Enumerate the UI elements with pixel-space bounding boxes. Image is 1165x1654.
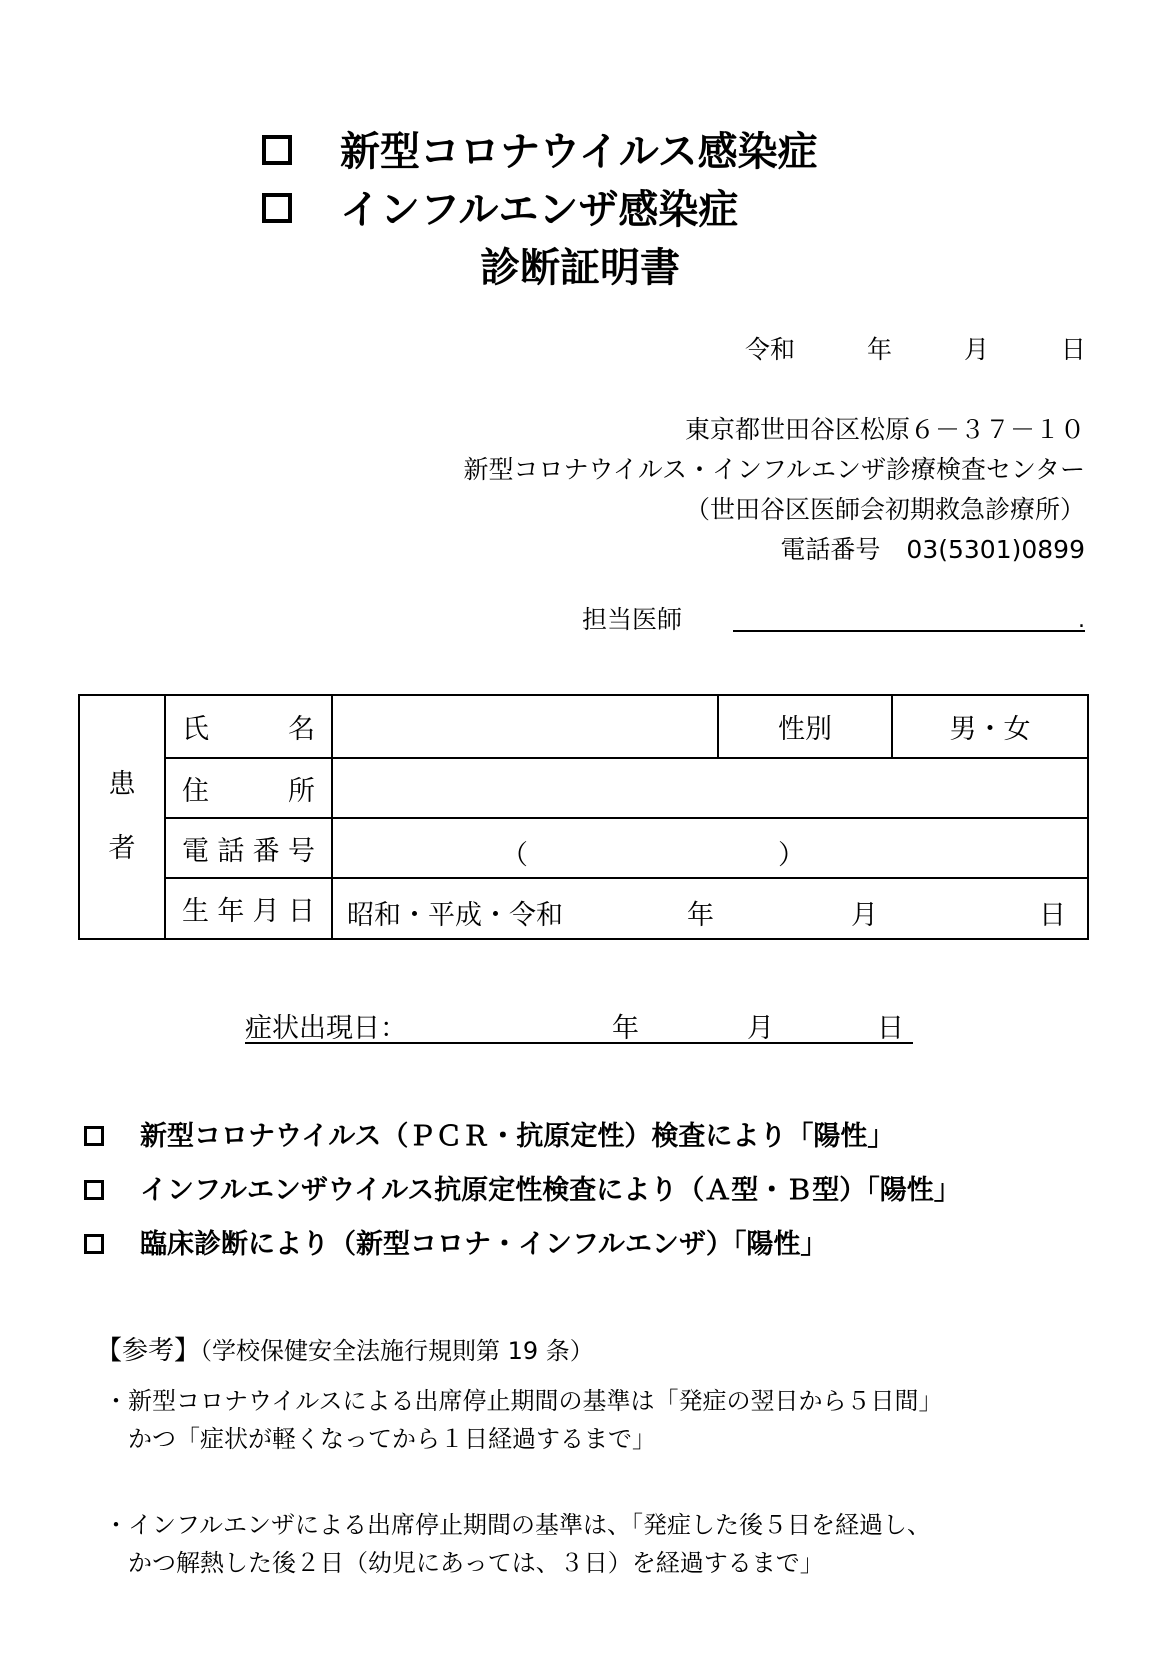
sex-label: 性別 [718, 695, 892, 758]
title-influenza: インフルエンザ感染症 [262, 178, 738, 235]
birth-era: 昭和・平成・令和 [347, 900, 563, 931]
reference-flu-2: かつ解熱した後２日（幼児にあっては、３日）を経過するまで」 [128, 1549, 824, 1577]
reference-covid-1: ・新型コロナウイルスによる出席停止期間の基準は「発症の翌日から５日間」 [104, 1387, 943, 1415]
checkbox[interactable] [84, 1234, 104, 1254]
signature-end-mark: . [1078, 608, 1085, 633]
phone-close-paren: ） [778, 840, 805, 871]
patient-side-label: 患 者 [79, 695, 165, 939]
onset-line[interactable] [245, 1006, 913, 1044]
check-influenza: インフルエンザウイルス抗原定性検査により（Ａ型・Ｂ型）「陽性」 [84, 1168, 961, 1207]
check-clinical: 臨床診断により（新型コロナ・インフルエンザ）「陽性」 [84, 1222, 827, 1261]
birth-label: 生年月日 [165, 878, 332, 939]
birth-month: 月 [851, 900, 878, 931]
page-title: 診断証明書 [480, 245, 680, 291]
address-field[interactable] [332, 758, 1088, 818]
title-covid: 新型コロナウイルス感染症 [262, 120, 818, 177]
checkbox[interactable] [84, 1126, 104, 1146]
reference-flu-1: ・インフルエンザによる出席停止期間の基準は、「発症した後５日を経過し、 [104, 1511, 932, 1539]
check-covid: 新型コロナウイルス（ＰＣＲ・抗原定性）検査により「陽性」 [84, 1114, 894, 1153]
phone-label: 電話番号 [165, 818, 332, 878]
phone-open-paren: （ [501, 840, 528, 871]
onset-month: 月 [747, 1013, 774, 1044]
onset-day: 日 [877, 1013, 904, 1044]
checkbox[interactable] [262, 193, 292, 223]
sex-options[interactable]: 男・女 [892, 695, 1088, 758]
checkbox[interactable] [84, 1180, 104, 1200]
clinic-alias: （世田谷区医師会初期救急診療所） [684, 495, 1085, 524]
name-label: 氏 名 [165, 695, 332, 758]
checkbox[interactable] [262, 135, 292, 165]
patient-table [78, 694, 1089, 940]
name-field[interactable] [332, 695, 718, 758]
birth-year: 年 [687, 900, 714, 931]
onset-label: 症状出現日： [245, 1013, 407, 1044]
clinic-phone: 電話番号 03(5301)0899 [780, 535, 1085, 564]
clinic-name: 新型コロナウイルス・インフルエンザ診療検査センター [463, 455, 1085, 484]
doctor-signature-line[interactable] [733, 608, 1085, 632]
issue-date: 令和 年 月 日 [745, 335, 1086, 364]
phone-field[interactable] [332, 818, 1088, 878]
birth-field[interactable] [332, 878, 1088, 939]
reference-covid-2: かつ「症状が軽くなってから１日経過するまで」 [128, 1425, 656, 1453]
doctor-label: 担当医師 [582, 605, 683, 634]
address-label: 住 所 [165, 758, 332, 818]
birth-day: 日 [1039, 900, 1066, 931]
reference-heading: 【参考】（学校保健安全法施行規則第 19 条） [96, 1336, 594, 1366]
clinic-address: 東京都世田谷区松原６－３７－１０ [684, 415, 1085, 444]
onset-year: 年 [612, 1013, 639, 1044]
